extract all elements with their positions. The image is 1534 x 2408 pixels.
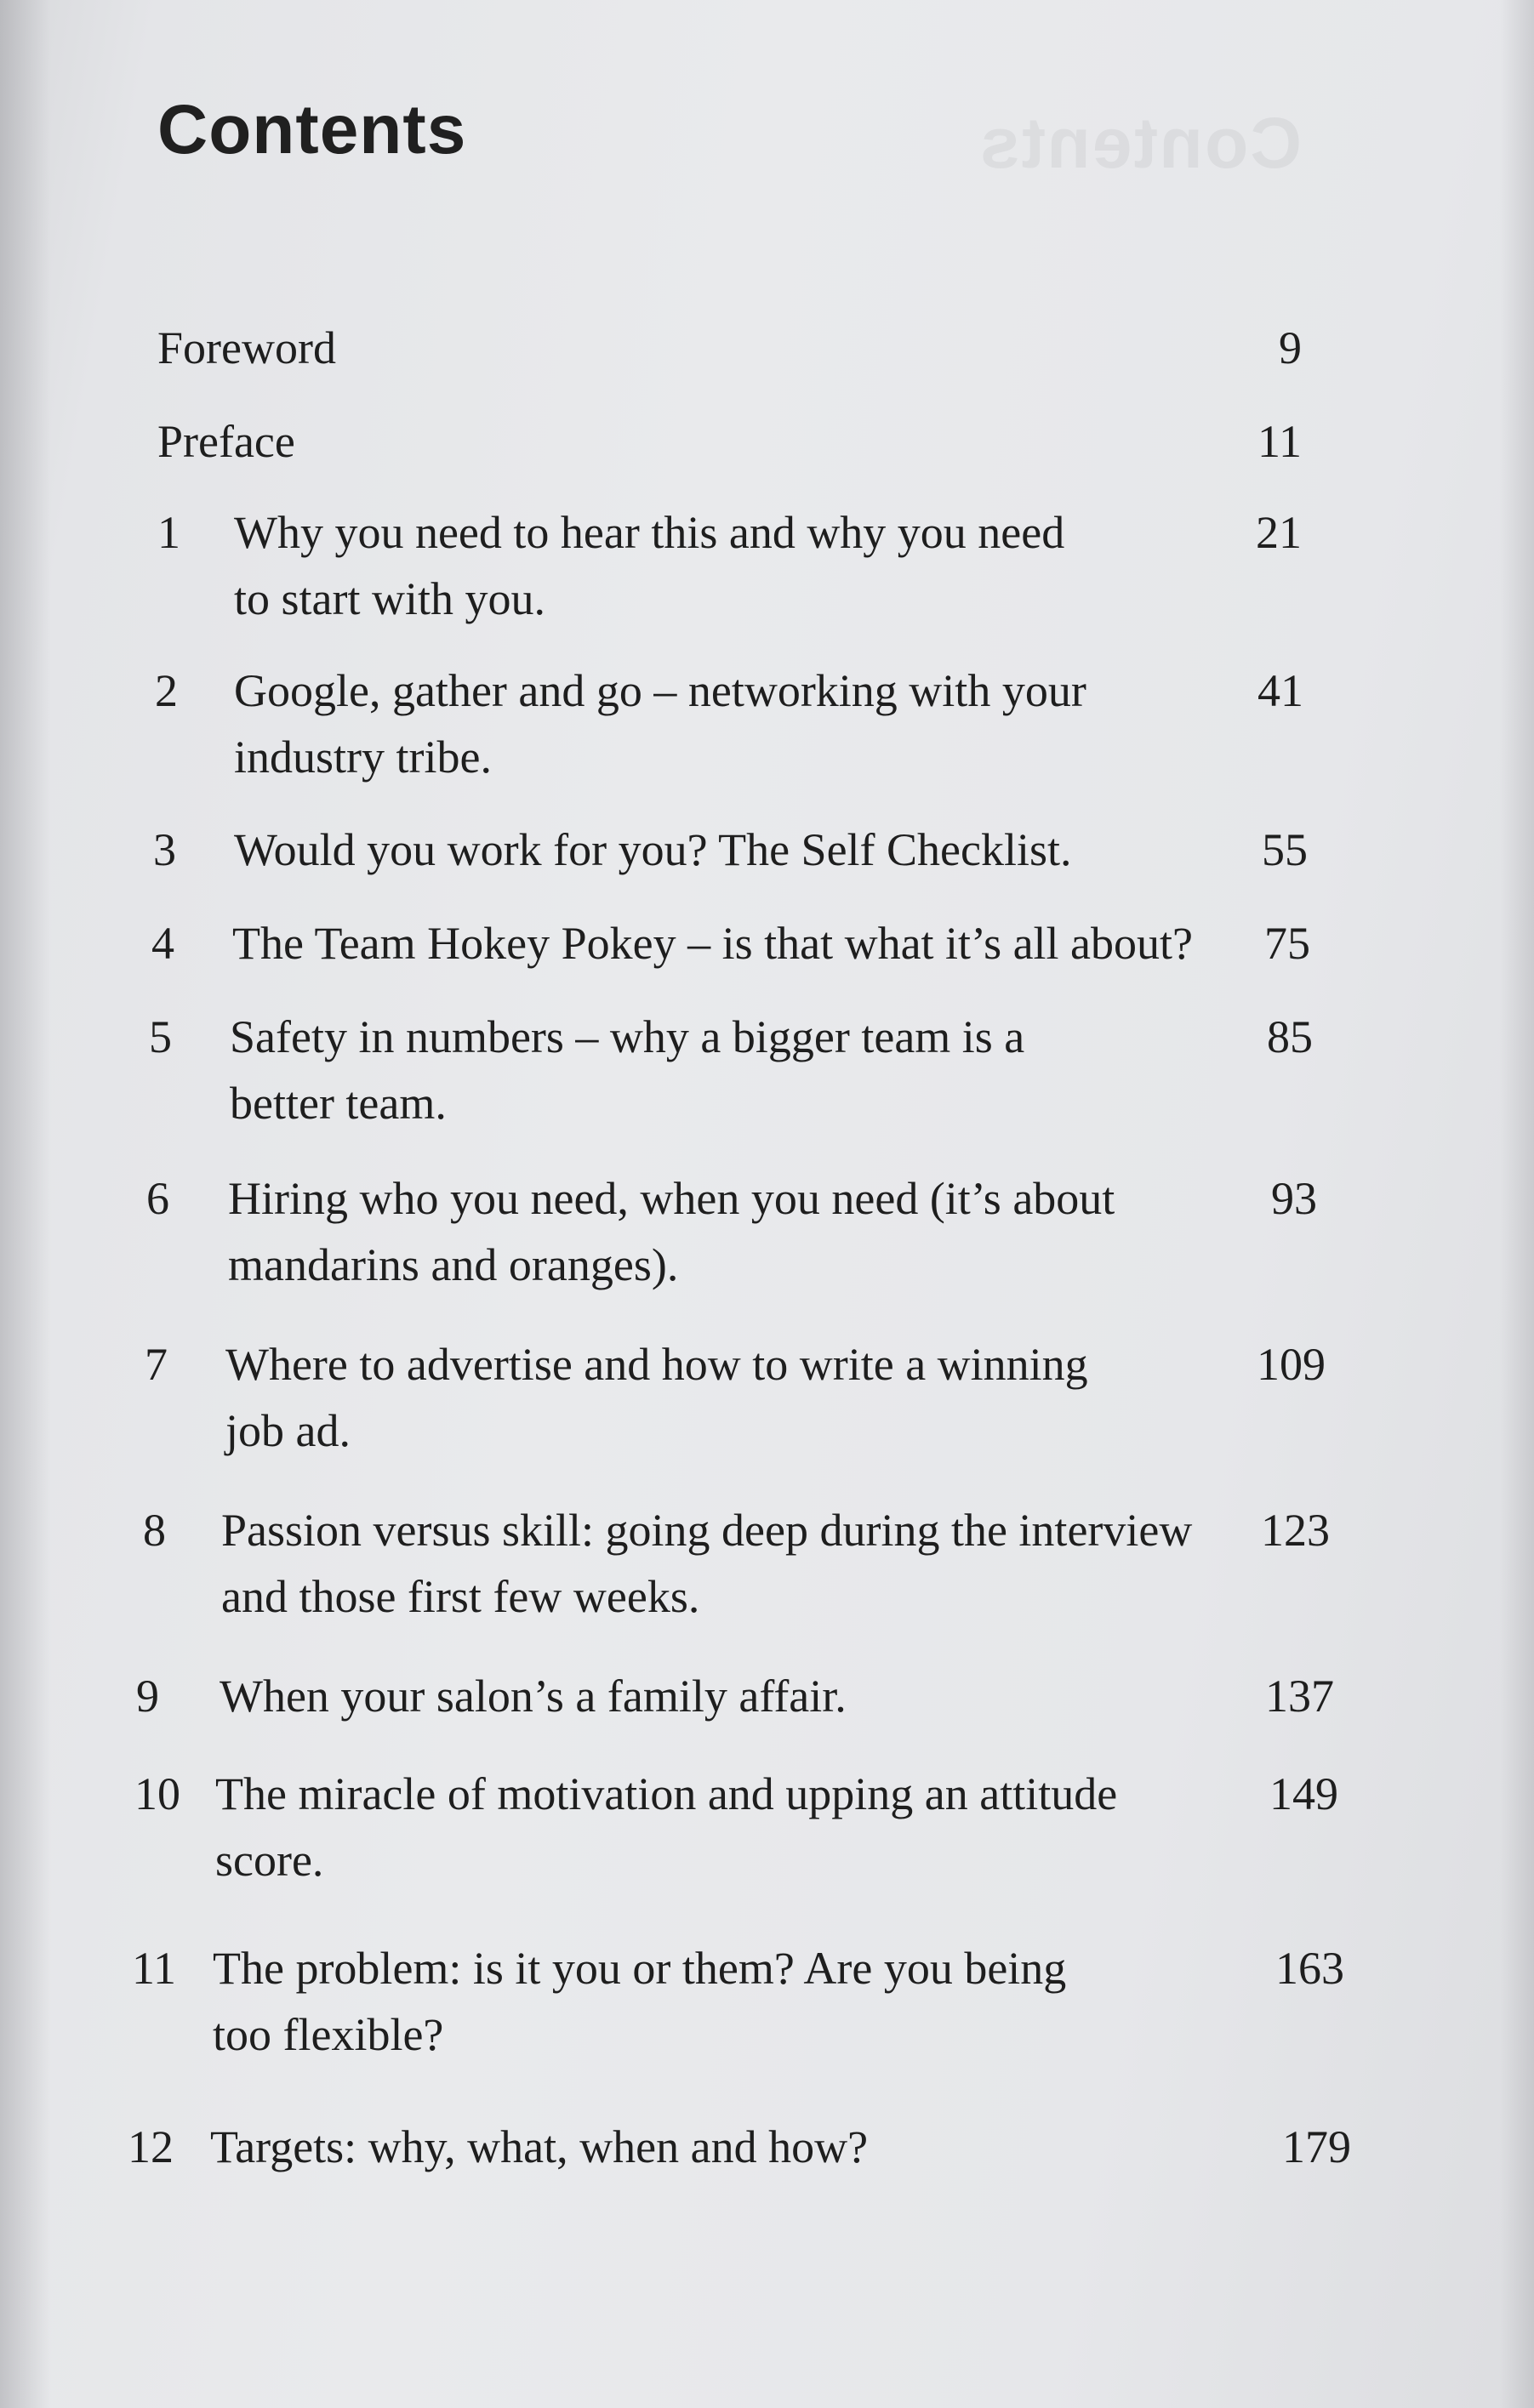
chapter-title: Hiring who you need, when you need (it’s about mandarins and oranges).	[228, 1173, 1115, 1290]
toc-entry	[0, 658, 1534, 802]
chapter-title: Safety in numbers – why a bigger team is a better team.	[230, 1011, 1025, 1129]
toc-entry	[0, 2114, 1534, 2258]
contents-heading: Contents	[157, 91, 467, 168]
chapter-number: 2	[155, 665, 178, 716]
page-number: 11	[1257, 416, 1302, 467]
bleed-through-heading: Contents	[978, 103, 1302, 183]
chapter-number: 12	[128, 2121, 174, 2172]
toc-entry	[0, 1497, 1534, 1642]
chapter-number: 9	[136, 1671, 159, 1722]
chapter-title: Targets: why, what, when and how?	[210, 2121, 869, 2172]
chapter-title: When your salon’s a family affair.	[220, 1671, 847, 1722]
page-number: 41	[1257, 665, 1303, 716]
chapter-title: The Team Hokey Pokey – is that what it’s all about?	[232, 918, 1193, 969]
chapter-title: The problem: is it you or them? Are you being too flexible?	[213, 1943, 1067, 2060]
page-number: 123	[1261, 1505, 1330, 1556]
page-number: 149	[1269, 1768, 1338, 1819]
page-number: 75	[1264, 918, 1310, 969]
chapter-number: 11	[132, 1943, 176, 1994]
chapter-title: Foreword	[157, 322, 336, 373]
chapter-title: Preface	[157, 416, 295, 467]
page-number: 163	[1275, 1943, 1344, 1994]
chapter-title: Why you need to hear this and why you need to start with you.	[234, 507, 1065, 624]
chapter-title: Passion versus skill: going deep during the interview and those first few weeks.	[221, 1505, 1193, 1622]
chapter-number: 10	[134, 1768, 180, 1819]
chapter-number: 6	[146, 1173, 169, 1224]
chapter-title: Would you work for you? The Self Checklist.	[234, 824, 1072, 875]
page-number: 55	[1262, 824, 1308, 875]
page-number: 21	[1256, 507, 1302, 558]
chapter-number: 1	[157, 507, 180, 558]
chapter-number: 8	[143, 1505, 166, 1556]
page-number: 137	[1265, 1671, 1334, 1722]
chapter-number: 5	[149, 1011, 172, 1062]
toc-entry	[0, 1331, 1534, 1476]
toc-entry	[0, 1935, 1534, 2080]
toc-entry	[0, 1165, 1534, 1310]
chapter-title: Where to advertise and how to write a winning job ad.	[225, 1339, 1088, 1456]
page-number: 109	[1257, 1339, 1326, 1390]
page-number: 93	[1271, 1173, 1317, 1224]
chapter-title: The miracle of motivation and upping an attitude score.	[215, 1768, 1118, 1886]
toc-entry	[0, 499, 1534, 644]
page-number: 9	[1279, 322, 1302, 373]
page-number: 85	[1267, 1011, 1313, 1062]
page-number: 179	[1282, 2121, 1351, 2172]
chapter-number: 3	[153, 824, 176, 875]
toc-entry	[0, 1761, 1534, 1905]
chapter-title: Google, gather and go – networking with your industry tribe.	[234, 665, 1086, 783]
toc-entry	[0, 1004, 1534, 1148]
chapter-number: 7	[145, 1339, 168, 1390]
chapter-number: 4	[151, 918, 174, 969]
